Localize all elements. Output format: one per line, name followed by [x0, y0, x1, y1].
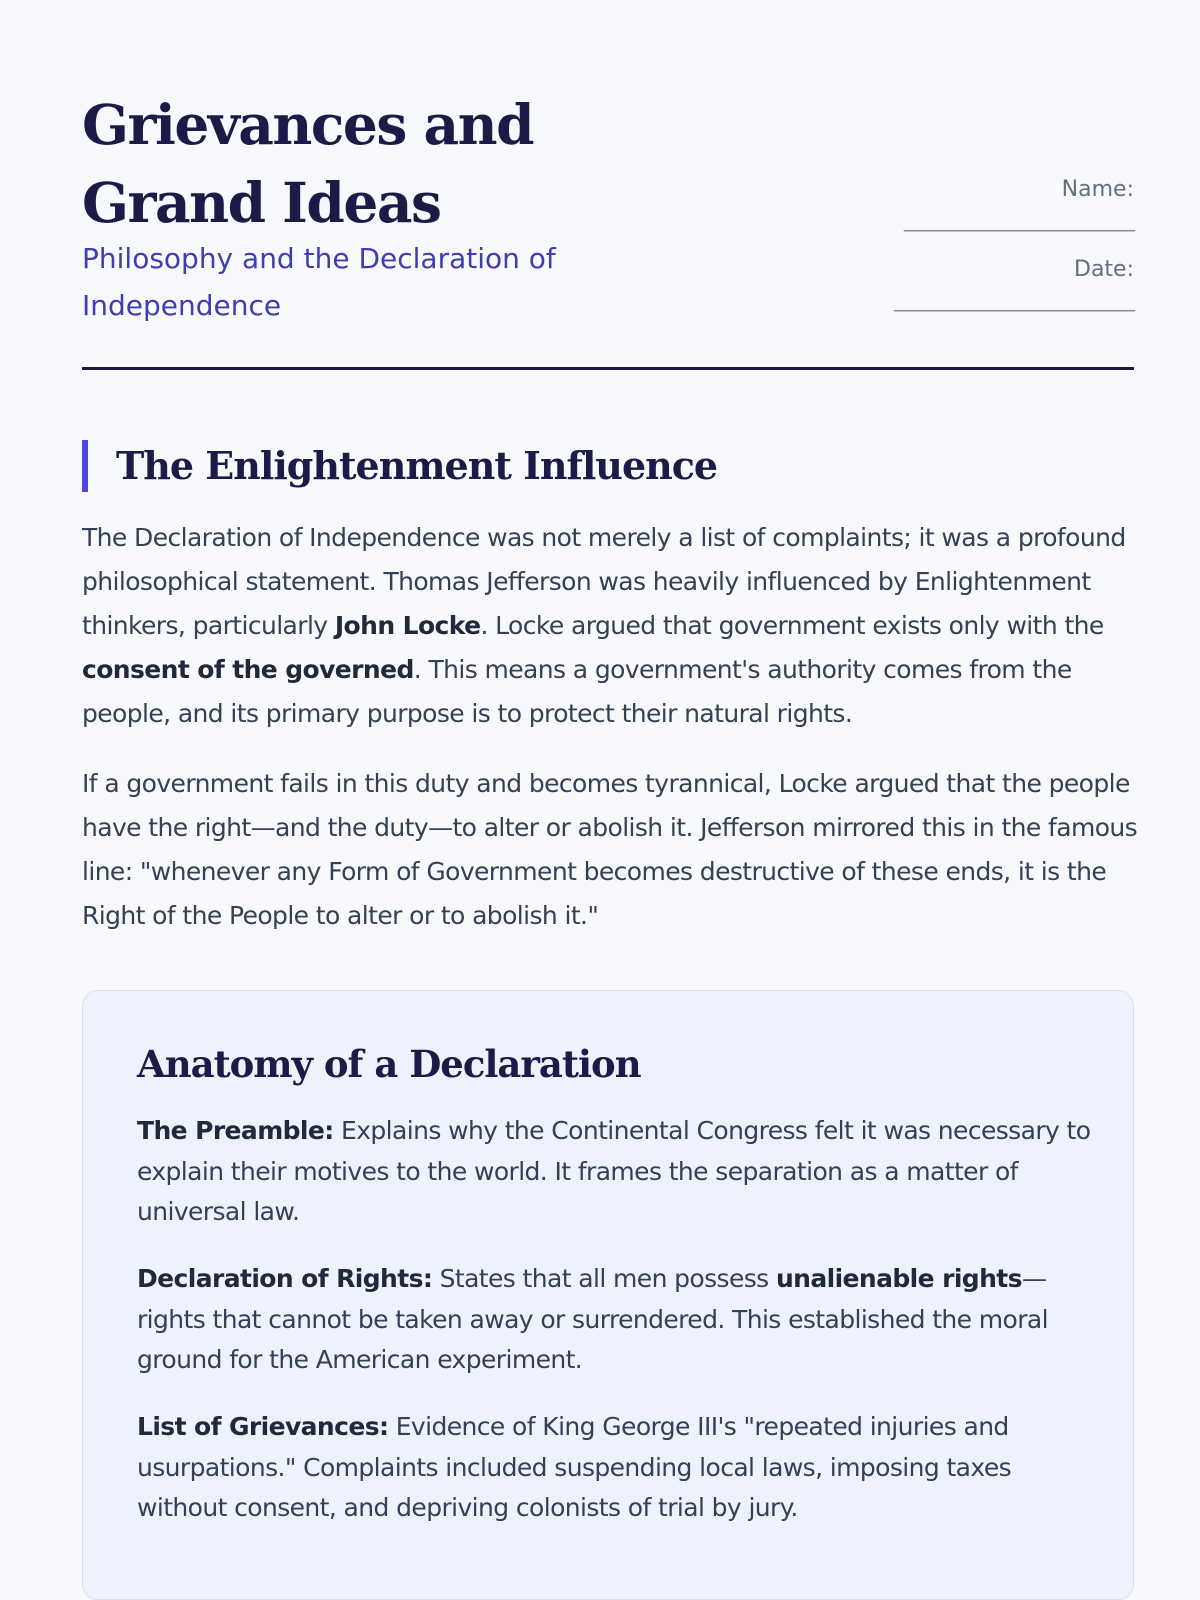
item-label: Declaration of Rights: — [137, 1264, 433, 1293]
anatomy-card — [82, 990, 1134, 1600]
paragraph-text: . This means a government's authority comes from the people, and its primary purpose is to protect their natural rights. — [82, 655, 1072, 728]
item-text: Evidence of King George III's "repeated injuries and usurpations." Complaints included suspending local laws, imposing taxes without consent, and depriving colonists of trial by jury. — [137, 1412, 1012, 1522]
anatomy-item-rights — [137, 1259, 1097, 1381]
date-label: Date: — [1074, 257, 1134, 282]
paragraph-text: . Locke argued that government exists only with the — [480, 611, 1104, 640]
worksheet-header — [82, 80, 1134, 370]
emphasis-consent-of-governed: consent of the governed — [82, 655, 414, 684]
card-title: Anatomy of a Declaration — [137, 1042, 641, 1086]
student-info-fields — [734, 175, 1134, 335]
item-label: The Preamble: — [137, 1116, 334, 1145]
item-text: —rights that cannot be taken away or surrendered. This established the moral ground for the American experiment. — [137, 1264, 1048, 1374]
anatomy-item-grievances — [137, 1407, 1097, 1529]
anatomy-item-preamble — [137, 1111, 1097, 1233]
name-field-line[interactable]: _______________________ — [904, 207, 1134, 232]
item-label: List of Grievances: — [137, 1412, 389, 1441]
name-label: Name: — [1061, 177, 1134, 202]
item-text: States that all men possess — [432, 1264, 776, 1293]
item-text: Explains why the Continental Congress felt it was necessary to explain their motives to the world. It frames the separation as a matter of universal law. — [137, 1116, 1091, 1226]
page-subtitle: Philosophy and the Declaration of Independence — [82, 242, 556, 322]
section-heading-enlightenment: The Enlightenment Influence — [82, 440, 717, 492]
paragraph-text: The Declaration of Independence was not merely a list of complaints; it was a profound philosophical statement. Thomas Jefferson was heavily influenced by Enlightenment thinkers, particularly — [82, 523, 1126, 640]
emphasis-john-locke: John Locke — [334, 611, 481, 640]
page-title: Grievances and Grand Ideas — [82, 92, 534, 235]
date-field-line[interactable]: ________________________ — [894, 287, 1134, 312]
emphasis-unalienable-rights: unalienable rights — [775, 1264, 1022, 1293]
paragraph-enlightenment-intro — [82, 516, 1142, 736]
paragraph-right-to-abolish: If a government fails in this duty and becomes tyrannical, Locke argued that the people have the right—and the duty—to alter or abolish it. Jefferson mirrored this in the famous line: "whenever any Form of Government becomes destructive of these ends, it is the Right of the People to alter or to abolish it." — [82, 769, 1138, 930]
